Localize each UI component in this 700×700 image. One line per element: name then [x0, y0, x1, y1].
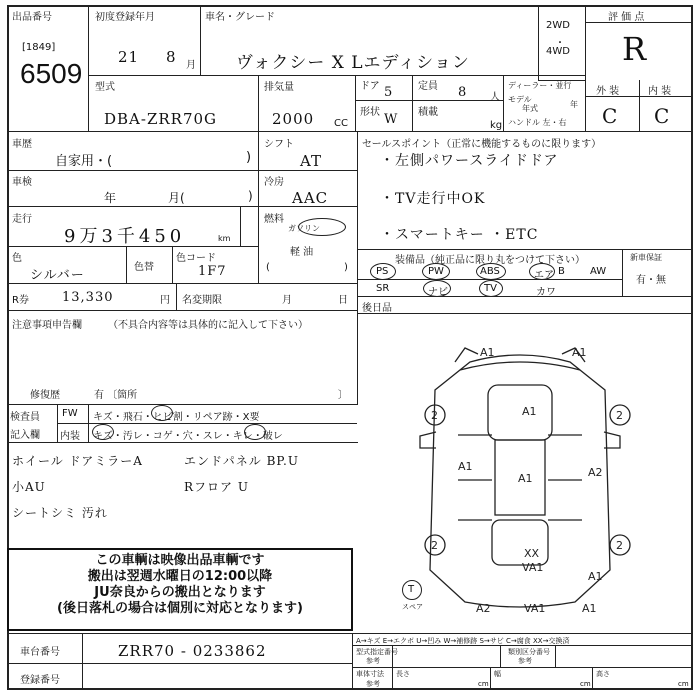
inspection-year: 年: [104, 191, 117, 205]
damage-mark-rear-bumper-center: VA1: [524, 602, 546, 615]
remark-left-1: ホイール ドアミラーA: [12, 454, 143, 468]
fuel-paren-open: (: [266, 262, 270, 273]
type-number-sub: 参考: [366, 657, 380, 665]
fw-label: FW: [62, 408, 78, 419]
interior-label: 内 装: [648, 86, 672, 97]
rear-glass: [492, 520, 548, 565]
ac-label: 冷房: [264, 177, 284, 188]
drive-dot: ・: [555, 38, 565, 49]
height-label: 高さ: [596, 670, 610, 678]
interior-value: C: [654, 104, 671, 128]
rub-circle: [244, 424, 266, 440]
equip-sr: SR: [376, 283, 390, 294]
model-year-label: モデル: [508, 95, 532, 104]
fuel-paren-close: ): [344, 262, 348, 273]
drive-4wd: 4WD: [546, 46, 570, 57]
width-label: 幅: [494, 670, 501, 678]
rating-label: 評 価 点: [608, 12, 645, 23]
first-registration-month: 8: [166, 48, 177, 66]
rating-value: R: [622, 30, 647, 68]
color-code-value: 1F7: [198, 264, 227, 279]
registration-label: 登録番号: [20, 675, 60, 686]
damage-mark-roof: A1: [518, 472, 533, 485]
body-size-label: 車体寸法: [356, 670, 384, 678]
sales-point-2: ・TV走行中OK: [380, 191, 486, 207]
history-close: ): [246, 150, 252, 165]
sales-label: セールスポイント（正常に機能するものに限ります）: [362, 139, 602, 150]
name-grade-label: 車名・グレード: [205, 12, 275, 23]
equip-aw: AW: [590, 266, 607, 277]
name-change-label: 名変期限: [182, 295, 222, 306]
door-label: ドア: [360, 81, 380, 92]
damage-mark-rear-right: A1: [588, 570, 603, 583]
equip-ps: PS: [376, 266, 389, 277]
drive-2wd: 2WD: [546, 20, 570, 31]
equip-pw: PW: [428, 266, 444, 277]
remark-left-3: シートシミ 汚れ: [12, 506, 108, 520]
class-number-sub: 参考: [518, 657, 532, 665]
right-doors: [548, 435, 582, 520]
hood-panel: [488, 385, 552, 440]
spare-tire-label: スペア: [402, 603, 423, 611]
mileage-label: 走行: [12, 214, 32, 225]
class-number-label: 類別区分番号: [508, 648, 550, 656]
damage-mark-rear-va1: VA1: [522, 561, 544, 574]
first-registration-year: 21: [118, 48, 140, 66]
interior-check-label: 内装: [60, 431, 80, 442]
damage-mark-rear-bumper-right: A1: [582, 602, 597, 615]
equip-navi: ナビ: [428, 287, 448, 298]
inspection-label: 車検: [12, 177, 32, 188]
sales-point-1: ・左側パワースライドドア: [380, 153, 559, 169]
equip-leather: カワ: [536, 287, 556, 298]
length-label: 長さ: [396, 670, 410, 678]
spare-tire-symbol: T: [408, 584, 415, 595]
after-date-label: 後日品: [362, 303, 392, 314]
equip-tv: TV: [484, 283, 497, 294]
pw-circle: [422, 263, 450, 280]
name-change-day: 日: [338, 295, 348, 306]
equip-b: B: [558, 266, 565, 277]
wheel-note-fr: 2: [616, 409, 623, 422]
repair-close: 〕: [338, 390, 348, 401]
damage-legend: A→キズ E→エクボ U→凹み W→補修跡 S→サビ C→腐食 XX→交換済: [356, 637, 570, 645]
mileage-unit: km: [218, 234, 231, 243]
model-value: DBA-ZRR70G: [104, 110, 218, 128]
wheel-note-rr: 2: [616, 539, 623, 552]
lot-sub-number: [1849]: [22, 42, 56, 53]
shape-value: W: [384, 112, 399, 127]
recycle-unit: 円: [160, 295, 170, 306]
sales-point-3: ・スマートキー ・ETC: [380, 227, 539, 243]
lot-number: 6509: [20, 58, 83, 89]
shape-label: 形状: [360, 107, 380, 118]
displacement-unit: CC: [334, 118, 348, 129]
color-value: シルバー: [30, 268, 85, 283]
width-unit: cm: [580, 680, 591, 688]
new-car-warranty-label: 新車保証: [630, 253, 662, 262]
stone-chip-circle: [151, 405, 173, 421]
notes-sub: （不具合内容等は具体的に記入して下さい）: [108, 320, 308, 331]
navi-circle: [423, 280, 451, 297]
first-registration-month-unit: 月: [186, 60, 196, 71]
height-unit: cm: [678, 680, 689, 688]
damage-mark-right-door: A2: [588, 466, 603, 479]
name-change-month: 月: [282, 295, 292, 306]
notice-line-4: (後日落札の場合は個別に対応となります): [57, 601, 303, 616]
ac-value: AAC: [292, 189, 329, 207]
history-label: 車歴: [12, 139, 32, 150]
remark-right-2: Rフロア U: [184, 480, 249, 494]
remark-right-1: エンドパネル BP.U: [184, 454, 299, 468]
notice-line-1: この車輌は映像出品車輌です: [95, 553, 265, 568]
inspector-label-2: 記入欄: [10, 430, 40, 441]
new-car-warranty-value: 有・無: [636, 275, 666, 286]
history-value: 自家用・(: [55, 154, 113, 169]
displacement-value: 2000: [272, 110, 315, 128]
fuel-label: 燃料: [264, 214, 284, 225]
wheel-note-fl: 2: [431, 409, 438, 422]
first-registration-label: 初度登録年月: [95, 12, 155, 23]
model-year-label-2: 年式: [522, 104, 538, 113]
damage-mark-hood: A1: [522, 405, 537, 418]
lot-number-label: 出品番号: [12, 12, 52, 23]
color-label: 色: [12, 253, 22, 264]
notice-line-3: JU奈良からの搬出となります: [94, 585, 266, 600]
fuel-gasoline: ガソリン: [288, 224, 320, 233]
ps-circle: [370, 263, 396, 280]
damage-mark-rear-xx: XX: [524, 547, 540, 560]
chassis-label: 車台番号: [20, 647, 60, 658]
type-number-label: 型式指定番号: [356, 648, 398, 656]
gasoline-circle: [298, 218, 346, 236]
chassis-value: ZRR70 - 0233862: [118, 642, 267, 660]
wheel-note-rl: 2: [431, 539, 438, 552]
fw-items: キズ・飛石・ヒビ割・リペア跡・X要: [93, 412, 260, 423]
repair-label: 修復歴: [30, 390, 60, 401]
equip-air: エア: [534, 270, 554, 281]
notice-line-2: 搬出は翌週水曜日の12:00以降: [87, 569, 273, 584]
abs-circle: [476, 263, 506, 280]
load-unit: kg: [490, 120, 503, 131]
load-label: 積載: [418, 107, 438, 118]
name-grade-value: ヴォクシー X Lエディション: [236, 53, 470, 73]
model-year-unit: 年: [570, 100, 578, 109]
air-circle: [529, 263, 555, 280]
door-value: 5: [384, 85, 394, 100]
capacity-label: 定員: [418, 81, 438, 92]
front-lamp-left: [455, 348, 478, 362]
exterior-value: C: [602, 104, 619, 128]
front-bumper: [460, 362, 580, 370]
damage-mark-front-bumper-right: A1: [572, 346, 587, 359]
damage-mark-left-door: A1: [458, 460, 473, 473]
recycle-value: 13,330: [62, 290, 114, 305]
model-label: 型式: [95, 82, 115, 93]
inspection-month: 月(: [168, 191, 185, 205]
mileage-value: 9万3千450: [64, 226, 186, 247]
inspection-close: ): [248, 189, 253, 203]
color-change-label: 色替: [134, 262, 154, 273]
dealer-label: ディーラー・並行: [508, 81, 572, 90]
exterior-label: 外 装: [596, 86, 620, 97]
equipment-label: 装備品（純正品に限り丸をつけて下さい）: [395, 255, 585, 266]
damage-mark-rear-bumper-left: A2: [476, 602, 491, 615]
shift-label: シフト: [264, 139, 294, 150]
scratch-circle: [92, 424, 114, 440]
notes-label: 注意事項申告欄: [12, 320, 82, 331]
handle-label: ハンドル 左・右: [508, 118, 567, 127]
repair-value: 有 〔箇所: [94, 390, 138, 401]
inspector-label-1: 検査員: [10, 412, 40, 423]
car-damage-diagram: [400, 340, 640, 620]
interior-check-items: キズ・汚レ・コゲ・穴・スレ・キレ・破レ: [93, 431, 283, 442]
damage-mark-front-bumper-left: A1: [480, 346, 495, 359]
equip-abs: ABS: [480, 266, 500, 277]
video-auction-notice: [7, 548, 353, 631]
recycle-label: R券: [12, 295, 29, 306]
shift-value: AT: [300, 152, 323, 170]
length-unit: cm: [478, 680, 489, 688]
capacity-value: 8: [458, 85, 468, 100]
fuel-diesel: 軽 油: [290, 247, 314, 258]
body-size-sub: 参考: [366, 680, 380, 688]
displacement-label: 排気量: [264, 82, 294, 93]
tv-circle: [479, 280, 503, 297]
capacity-unit: 人: [490, 92, 500, 103]
color-code-label: 色コード: [176, 253, 216, 264]
left-doors: [458, 435, 492, 520]
remark-left-2: 小AU: [12, 480, 46, 494]
